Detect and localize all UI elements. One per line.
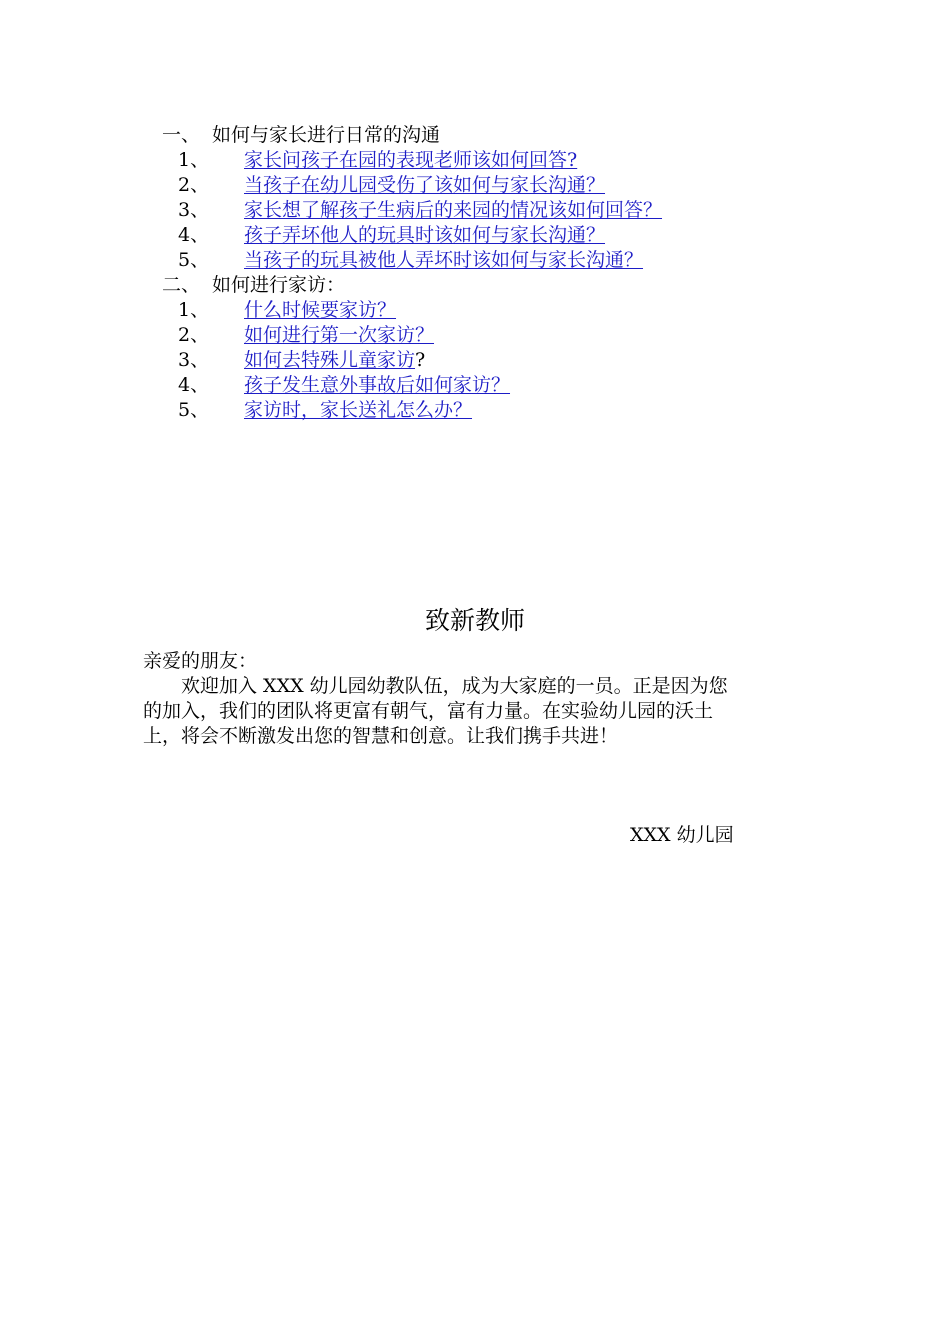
item-index: 4、 xyxy=(178,224,210,246)
toc-link[interactable]: 家长想了解孩子生病后的来园的情况该如何回答？ xyxy=(244,199,663,221)
item-index: 2、 xyxy=(178,324,210,346)
list-item xyxy=(178,173,605,198)
item-index: 5、 xyxy=(178,399,210,421)
section-title: 如何进行家访： xyxy=(212,274,346,296)
section-number: 一、 xyxy=(162,124,201,146)
section-heading-communication xyxy=(162,123,440,148)
list-item xyxy=(178,298,396,323)
letter-salutation: 亲爱的朋友： xyxy=(143,650,258,672)
section-number: 二、 xyxy=(162,274,201,296)
toc-link[interactable]: 如何去特殊儿童家访 xyxy=(244,349,416,371)
list-item xyxy=(178,248,643,273)
toc-link[interactable]: 家访时，家长送礼怎么办？ xyxy=(244,399,473,421)
letter-body-line: 上，将会不断激发出您的智慧和创意。让我们携手共进！ xyxy=(143,725,619,747)
item-index: 4、 xyxy=(178,374,210,396)
toc-link[interactable]: 当孩子的玩具被他人弄坏时该如何与家长沟通？ xyxy=(244,249,644,271)
list-item xyxy=(178,348,425,373)
item-index: 1、 xyxy=(178,299,210,321)
list-item xyxy=(178,323,434,348)
section-heading-home-visit xyxy=(162,273,345,298)
item-index: 1、 xyxy=(178,149,210,171)
letter-body-line: 欢迎加入 XXX 幼儿园幼教队伍，成为大家庭的一员。正是因为您 xyxy=(143,675,728,697)
item-index: 5、 xyxy=(178,249,210,271)
toc-link[interactable]: 如何进行第一次家访？ xyxy=(244,324,435,346)
list-item xyxy=(178,223,605,248)
section-title: 如何与家长进行日常的沟通 xyxy=(212,124,441,146)
list-item xyxy=(178,373,510,398)
item-index: 3、 xyxy=(178,199,210,221)
list-item xyxy=(178,198,662,223)
letter-title: 致新教师 xyxy=(424,606,525,635)
toc-link[interactable]: 家长问孩子在园的表现老师该如何回答? xyxy=(244,149,578,171)
toc-link[interactable]: 什么时候要家访？ xyxy=(244,299,397,321)
list-item xyxy=(178,398,472,423)
toc-link[interactable]: 孩子弄坏他人的玩具时该如何与家长沟通？ xyxy=(244,224,606,246)
item-index: 2、 xyxy=(178,174,210,196)
toc-link[interactable]: 孩子发生意外事故后如何家访？ xyxy=(244,374,511,396)
item-index: 3、 xyxy=(178,349,210,371)
toc-link[interactable]: 当孩子在幼儿园受伤了该如何与家长沟通？ xyxy=(244,174,606,196)
letter-body-line: 的加入，我们的团队将更富有朝气，富有力量。在实验幼儿园的沃土 xyxy=(143,700,714,722)
letter-signature: XXX 幼儿园 xyxy=(630,824,734,846)
list-item xyxy=(178,148,577,173)
item-suffix: ? xyxy=(415,349,426,371)
